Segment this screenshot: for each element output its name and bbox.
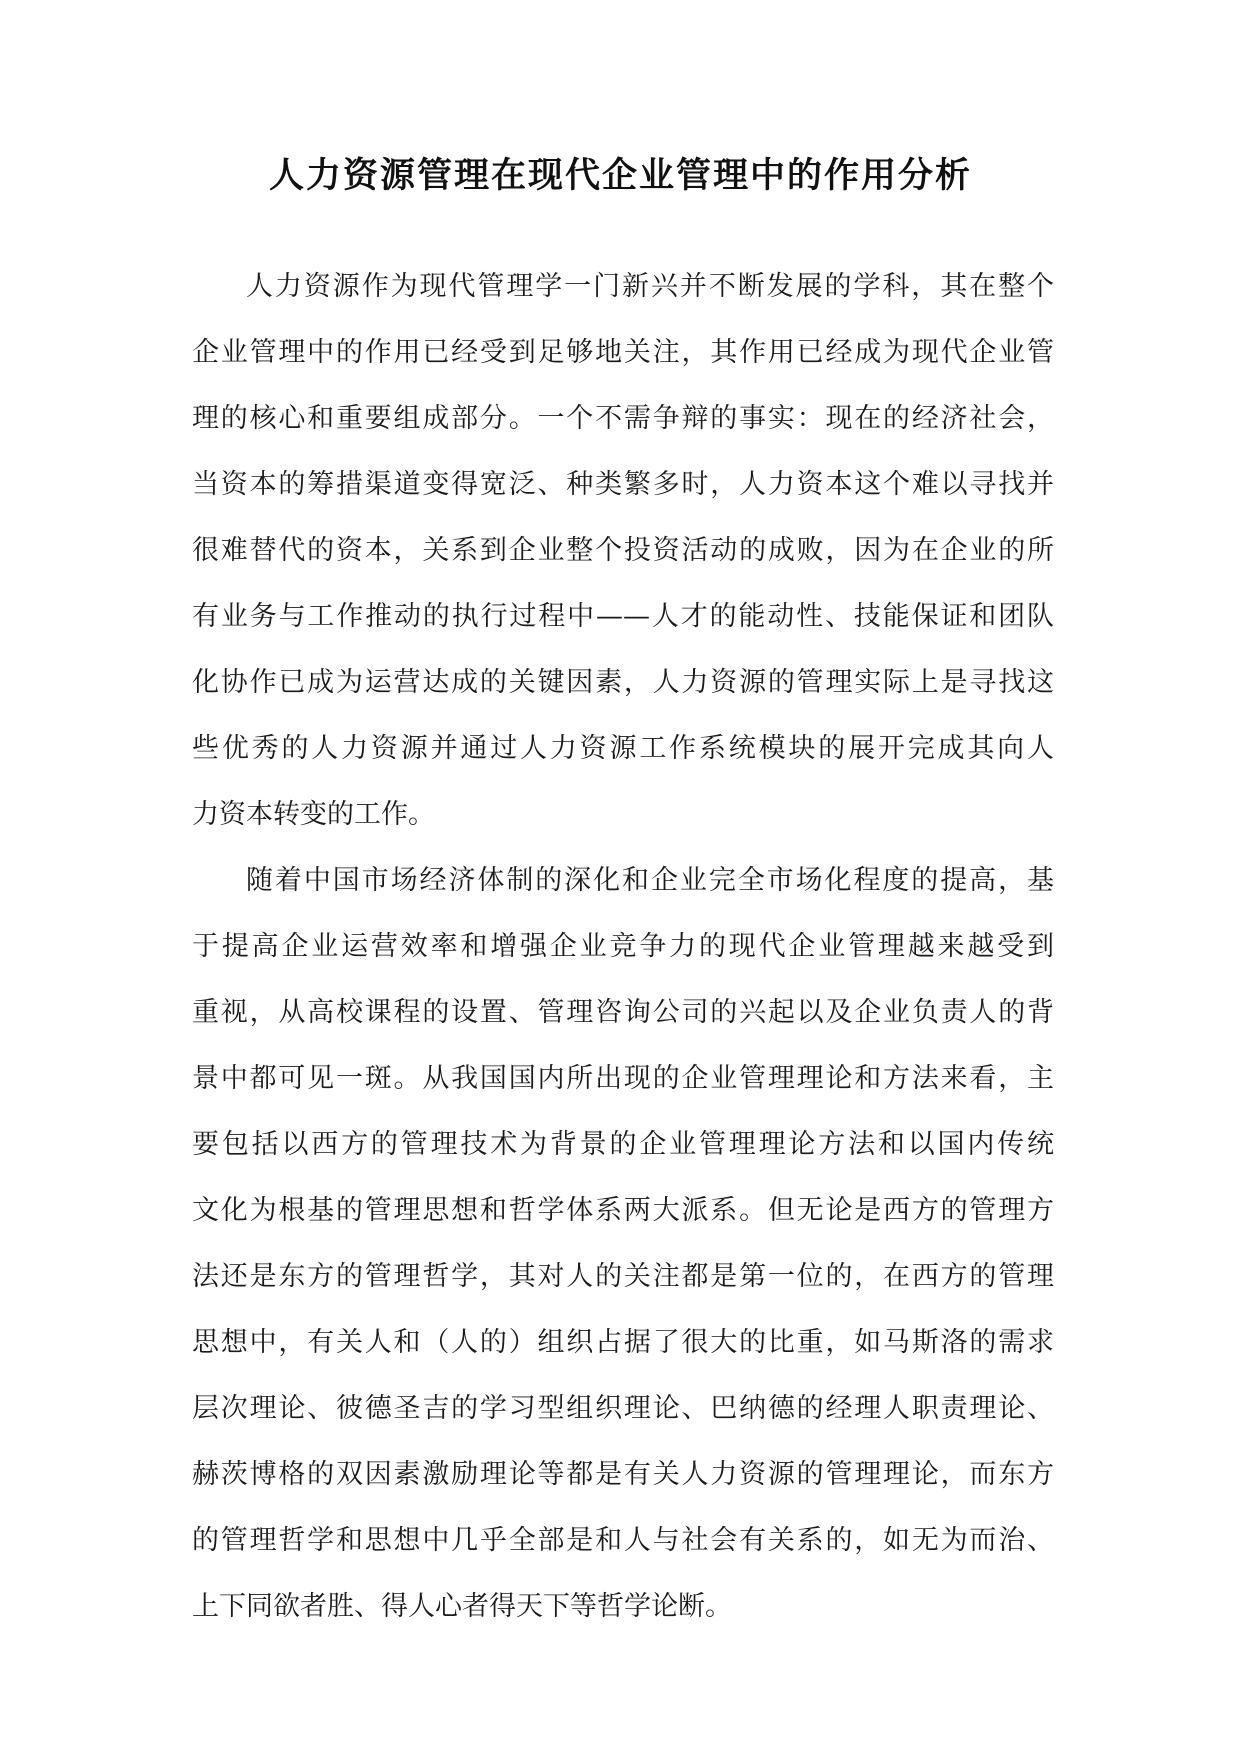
text-line: 很难替代的资本，关系到企业整个投资活动的成败，因为在企业的所: [192, 535, 1054, 566]
text-line: 随着中国市场经济体制的深化和企业完全市场化程度的提高，基: [246, 865, 1054, 896]
text-line: 层次理论、彼德圣吉的学习型组织理论、巴纳德的经理人职责理论、: [192, 1393, 1054, 1424]
text-line: 化协作已成为运营达成的关键因素，人力资源的管理实际上是寻找这: [192, 667, 1054, 698]
text-line: 理的核心和重要组成部分。一个不需争辩的事实：现在的经济社会，: [192, 403, 1054, 434]
text-line: 赫茨博格的双因素激励理论等都是有关人力资源的管理理论，而东方: [192, 1459, 1054, 1490]
text-line: 上下同欲者胜、得人心者得天下等哲学论断。: [192, 1591, 732, 1622]
text-line: 于提高企业运营效率和增强企业竞争力的现代企业管理越来越受到: [192, 931, 1054, 962]
text-line: 当资本的筹措渠道变得宽泛、种类繁多时，人力资本这个难以寻找并: [192, 469, 1054, 500]
paragraph-2: [192, 848, 1054, 1640]
text-line: 文化为根基的管理思想和哲学体系两大派系。但无论是西方的管理方: [192, 1195, 1054, 1226]
text-line: 法还是东方的管理哲学，其对人的关注都是第一位的，在西方的管理: [192, 1261, 1054, 1292]
text-line: 人力资源作为现代管理学一门新兴并不断发展的学科，其在整个: [246, 271, 1054, 302]
document-body: [192, 254, 1054, 1640]
text-line: 些优秀的人力资源并通过人力资源工作系统模块的展开完成其向人: [192, 733, 1054, 764]
text-line: 重视，从高校课程的设置、管理咨询公司的兴起以及企业负责人的背: [192, 997, 1054, 1028]
text-line: 的管理哲学和思想中几乎全部是和人与社会有关系的，如无为而治、: [192, 1525, 1054, 1556]
document-title: 人力资源管理在现代企业管理中的作用分析: [268, 155, 972, 196]
text-line: 有业务与工作推动的执行过程中——人才的能动性、技能保证和团队: [192, 601, 1054, 632]
text-line: 力资本转变的工作。: [192, 799, 435, 830]
text-line: 思想中，有关人和（人的）组织占据了很大的比重，如马斯洛的需求: [192, 1327, 1054, 1358]
paragraph-1: [192, 254, 1054, 848]
text-line: 要包括以西方的管理技术为背景的企业管理理论方法和以国内传统: [192, 1129, 1054, 1160]
text-line: 景中都可见一斑。从我国国内所出现的企业管理理论和方法来看，主: [192, 1063, 1054, 1094]
text-line: 企业管理中的作用已经受到足够地关注，其作用已经成为现代企业管: [192, 337, 1054, 368]
